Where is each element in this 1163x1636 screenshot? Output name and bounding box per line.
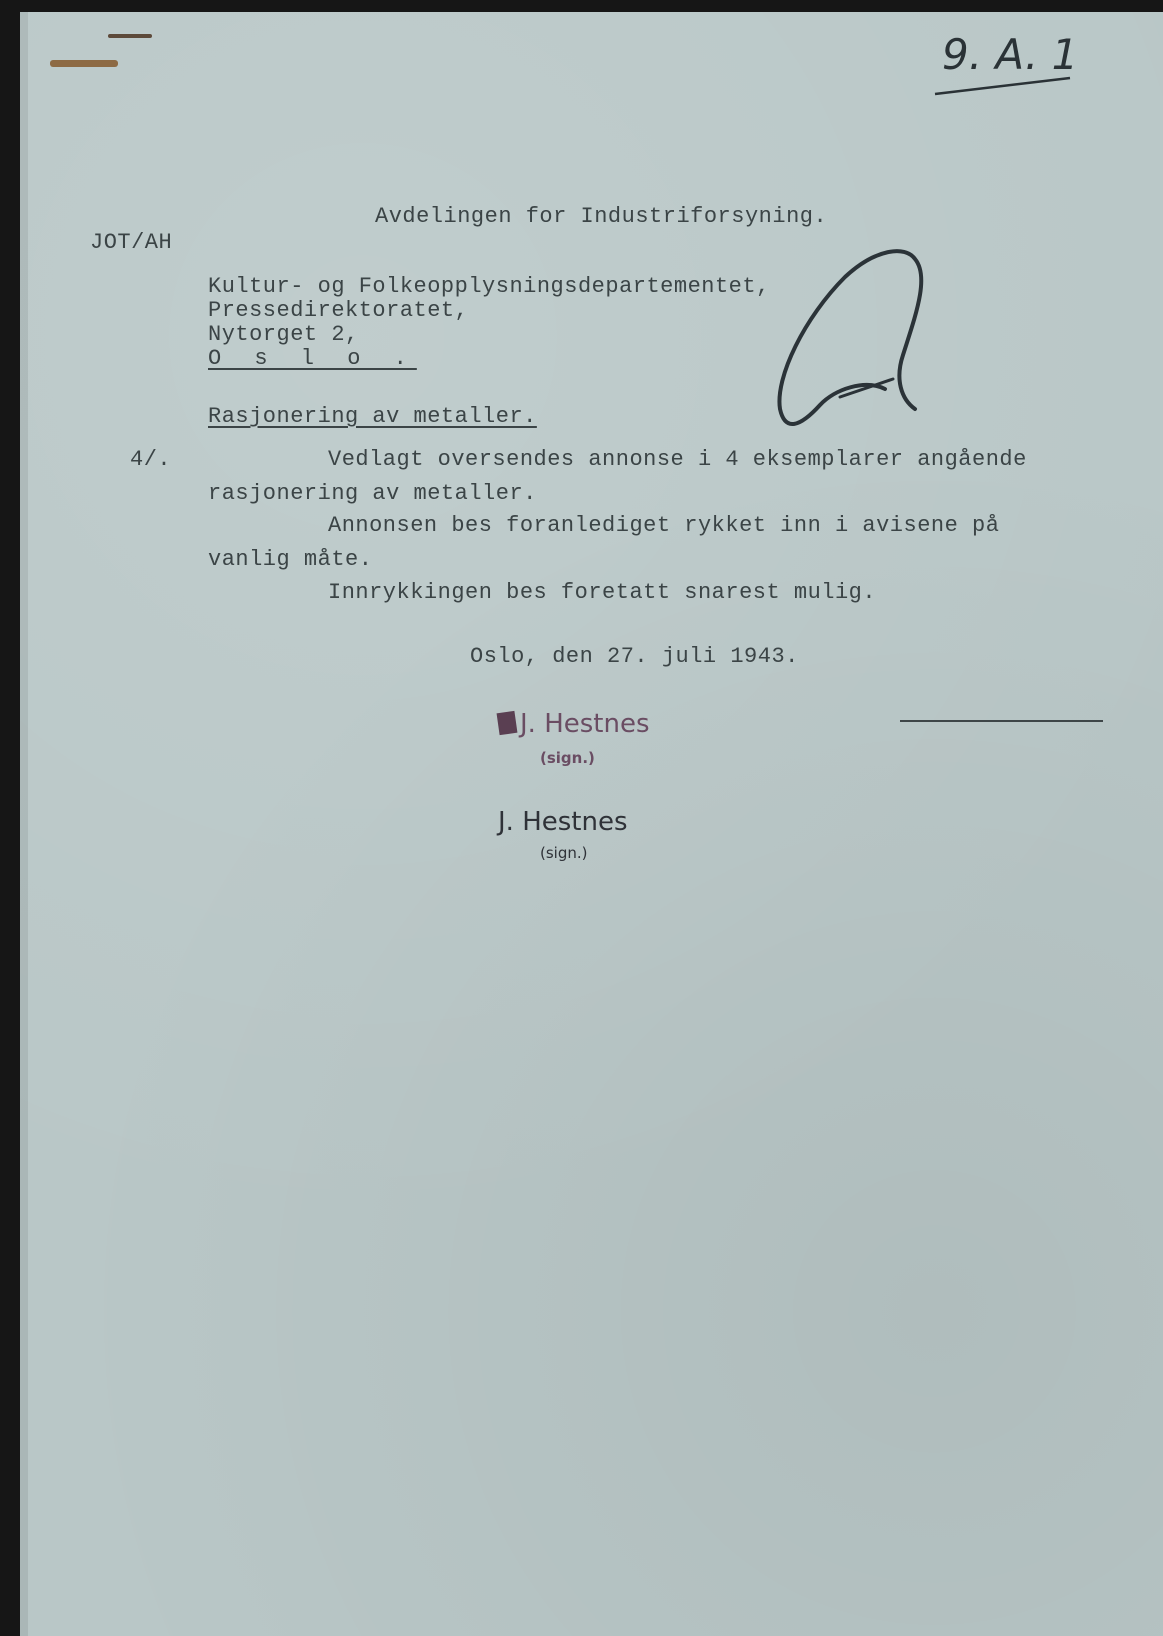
handwritten-initial xyxy=(765,237,945,442)
rust-mark xyxy=(50,60,118,67)
recipient-line-2: Pressedirektoratet, xyxy=(208,298,469,323)
recipient-line-1: Kultur- og Folkeopplysningsdepartementet, xyxy=(208,274,770,299)
body-paragraph-3-line-1: Innrykkingen bes foretatt snarest mulig. xyxy=(328,580,877,605)
rust-mark xyxy=(108,34,152,38)
date-line: Oslo, den 27. juli 1943. xyxy=(470,644,799,669)
subject-line: Rasjonering av metaller. xyxy=(208,404,537,429)
stamp-mark xyxy=(497,711,518,735)
recipient-line-3: Nytorget 2, xyxy=(208,322,359,347)
reference-code: JOT/AH xyxy=(90,230,173,255)
body-paragraph-1-line-2: rasjonering av metaller. xyxy=(208,481,537,506)
attachments-count: 4/. xyxy=(130,447,172,472)
archive-number-underline xyxy=(930,72,1080,102)
signature-stamp-name: J. Hestnes xyxy=(520,709,650,739)
body-paragraph-1-line-1: Vedlagt oversendes annonse i 4 eksemplarer angående xyxy=(328,447,1027,472)
department-heading: Avdelingen for Industriforsyning. xyxy=(375,204,828,229)
signature-stamp-sign: (sign.) xyxy=(540,749,595,767)
signature-stamp-name: J. Hestnes xyxy=(498,807,628,837)
recipient-city: O s l o . xyxy=(208,346,417,371)
page-edge-shadow xyxy=(20,12,28,1636)
body-paragraph-2-line-2: vanlig måte. xyxy=(208,547,373,572)
archive-number: 9. A. 1 xyxy=(942,30,1079,79)
document-page xyxy=(20,12,1163,1636)
pen-line xyxy=(900,720,1103,722)
signature-stamp-sign: (sign.) xyxy=(540,844,588,862)
body-paragraph-2-line-1: Annonsen bes foranlediget rykket inn i avisene på xyxy=(328,513,1000,538)
